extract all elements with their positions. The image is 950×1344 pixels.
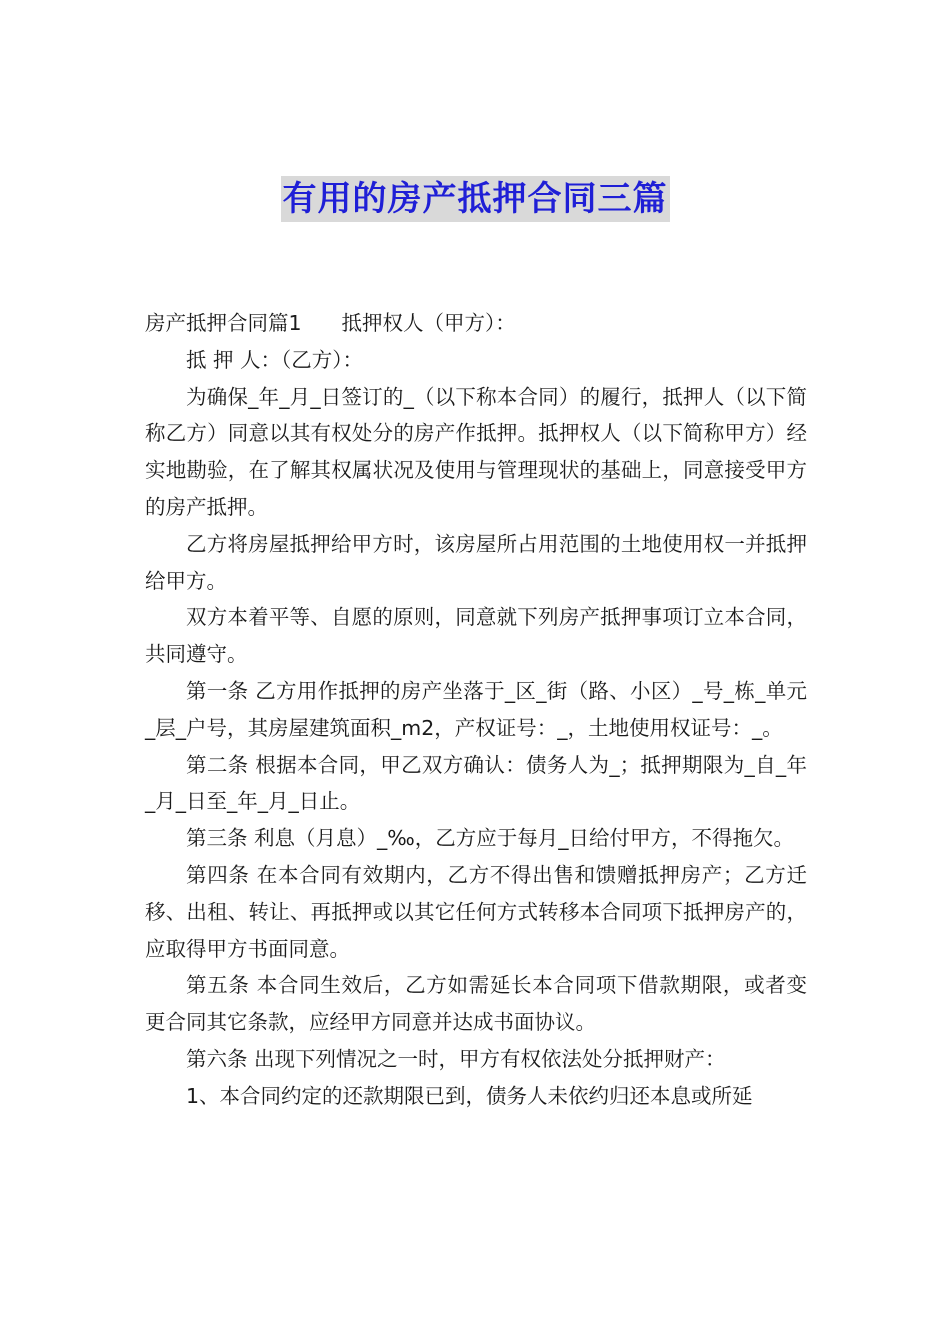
article-4: 第四条 在本合同有效期内，乙方不得出售和馈赠抵押房产；乙方迁移、出租、转让、再抵押或以其它任何方式转移本合同项下抵押房产的，应取得甲方书面同意。: [145, 862, 807, 961]
mortgagee-label: 抵押权人（甲方）：: [341, 311, 516, 335]
contract-heading-line: [145, 305, 807, 342]
article-1: 第一条 乙方用作抵押的房产坐落于_区_街（路、小区）_号_栋_单元_层_户号，其房屋建筑面积_m2，产权证号：_，土地使用权证号：_。: [145, 678, 807, 740]
mortgagor-label: 抵 押 人：: [186, 347, 282, 372]
article-2: 第二条 根据本合同，甲乙双方确认：债务人为_；抵押期限为_自_年_月_日至_年_月_日止。: [145, 752, 807, 814]
paragraph-principles: 双方本着平等、自愿的原则，同意就下列房产抵押事项订立本合同，共同遵守。: [145, 605, 807, 667]
title-container: [0, 176, 950, 222]
mortgagor-line: [145, 342, 807, 379]
contract-heading: 房产抵押合同篇1: [145, 311, 302, 335]
paragraph-land-use: 乙方将房屋抵押给甲方时，该房屋所占用范围的土地使用权一并抵押给甲方。: [145, 531, 807, 593]
mortgagor-value: （乙方）：: [281, 347, 364, 372]
paragraph-intro: 为确保_年_月_日签订的_（以下称本合同）的履行，抵押人（以下简称乙方）同意以其有权处分的房产作抵押。抵押权人（以下简称甲方）经实地勘验，在了解其权属状况及使用与管理现状的基础上，同意接受甲方的房产抵押。: [145, 384, 807, 519]
article-5: 第五条 本合同生效后，乙方如需延长本合同项下借款期限，或者变更合同其它条款，应经甲方同意并达成书面协议。: [145, 973, 807, 1035]
article-6-item-1: 1、本合同约定的还款期限已到，债务人未依约归还本息或所延: [186, 1083, 753, 1108]
document-title: 有用的房产抵押合同三篇: [281, 176, 670, 222]
article-6: 第六条 出现下列情况之一时，甲方有权依法处分抵押财产：: [186, 1046, 726, 1071]
document-body: [145, 305, 807, 1115]
article-3: 第三条 利息（月息）_‰，乙方应于每月_日给付甲方，不得拖欠。: [186, 826, 795, 851]
